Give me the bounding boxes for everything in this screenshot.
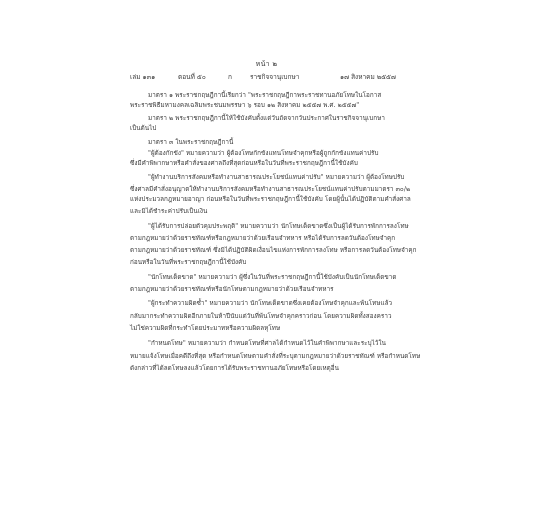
page-number: หน้า ๒	[255, 60, 278, 68]
text-line-content: "กำหนดโทษ" หมายความว่า กำหนดโทษที่ศาลได้กำหนดไว้ในคำพิพากษาและระบุไว้ใน	[148, 340, 386, 347]
text-line-content: ซึ่งศาลมีคำสั่งอนุญาตให้ทำงานบริการสังคมหรือทำงานสาธารณประโยชน์แทนค่าปรับตามมาตรา ๓๐/๒	[130, 186, 411, 193]
header-issue: ตอนที่ ๕๐	[178, 73, 206, 81]
text-line-content: "ผู้ต้องกักขัง" หมายความว่า ผู้ต้องโทษกักขังแทนโทษจำคุกหรือผู้ถูกกักขังแทนค่าปรับ	[148, 150, 379, 157]
text-line-content: เป็นต้นไป	[130, 125, 157, 132]
text-line-content: "ผู้ได้รับการปล่อยตัวคุมประพฤติ" หมายความว่า นักโทษเด็ดขาดซึ่งเป็นผู้ได้รับการพักการลงโทษ	[148, 223, 409, 230]
text-line-content: ก่อนหรือในวันที่พระราชกฤษฎีกานี้ใช้บังคับ	[130, 259, 247, 266]
text-line-content: หมายแจ้งโทษเมื่อคดีถึงที่สุด หรือกำหนดโทษตามคำสั่งที่ระบุตามกฎหมายว่าด้วยราชทัณฑ์ หรือกำหนดโทษ	[130, 353, 421, 360]
text-line-content: "ผู้ทำงานบริการสังคมหรือทำงานสาธารณประโยชน์แทนค่าปรับ" หมายความว่า ผู้ต้องโทษปรับ	[148, 174, 405, 181]
text-line-content: พระราชพิธีมหามงคลเฉลิมพระชนมพรรษา ๖ รอบ ๑๒ สิงหาคม ๒๕๕๗ พ.ศ. ๒๕๕๗"	[130, 102, 360, 109]
text-line-content: มาตรา ๓ ในพระราชกฤษฎีกานี้	[148, 139, 234, 146]
text-line-content: "นักโทษเด็ดขาด" หมายความว่า ผู้ซึ่งในวันที่พระราชกฤษฎีกานี้ใช้บังคับเป็นนักโทษเด็ดขาด	[148, 274, 397, 281]
text-line-content: ตามกฎหมายว่าด้วยราชทัณฑ์ ซึ่งมิได้ปฏิบัติผิดเงื่อนไขแห่งการพักการลงโทษ หรือการลดวันต้องโทษจำคุก	[130, 247, 417, 254]
text-line-content: แห่งประมวลกฎหมายอาญา ก่อนหรือในวันที่พระราชกฤษฎีกานี้ใช้บังคับ โดยผู้นั้นได้ปฏิบัติตามคำสั่งศาล	[130, 196, 411, 203]
text-line-content: และมิได้ชำระค่าปรับเป็นเงิน	[130, 208, 208, 215]
header-section: ก	[228, 73, 232, 81]
header-volume: เล่ม ๑๓๑	[130, 73, 156, 81]
text-line-content: ตามกฎหมายว่าด้วยราชทัณฑ์หรือนักโทษตามกฎหมายว่าด้วยเรือนจำทหาร	[130, 286, 334, 293]
header-date: ๑๗ สิงหาคม ๒๕๕๗	[340, 73, 396, 81]
header-gazette-name: ราชกิจจานุเบกษา	[250, 73, 300, 81]
text-line-content: ตามกฎหมายว่าด้วยราชทัณฑ์หรือกฎหมายว่าด้วยเรือนจำทหาร หรือได้รับการลดวันต้องโทษจำคุก	[130, 235, 396, 242]
text-line-content: กลับมากระทำความผิดอีกภายในห้าปีนับแต่วันที่พ้นโทษจำคุกคราวก่อน โดยความผิดทั้งสองคราว	[130, 313, 392, 320]
text-line-content: ไม่ใช่ความผิดที่กระทำโดยประมาทหรือความผิดลหุโทษ	[130, 325, 281, 332]
text-line-content: ดังกล่าวที่ได้ลดโทษลงแล้วโดยการได้รับพระราชทานอภัยโทษหรือโดยเหตุอื่น	[130, 365, 339, 372]
text-line-content: ซึ่งมีคำพิพากษาหรือคำสั่งของศาลถึงที่สุดก่อนหรือในวันที่พระราชกฤษฎีกานี้ใช้บังคับ	[130, 160, 358, 167]
text-line-content: มาตรา ๑ พระราชกฤษฎีกานี้เรียกว่า "พระราชกฤษฎีกาพระราชทานอภัยโทษในโอกาส	[148, 92, 382, 99]
text-line-content: มาตรา ๒ พระราชกฤษฎีกานี้ให้ใช้บังคับตั้งแต่วันถัดจากวันประกาศในราชกิจจานุเบกษา	[148, 115, 385, 122]
text-line-content: "ผู้กระทำความผิดซ้ำ" หมายความว่า นักโทษเด็ดขาดซึ่งเคยต้องโทษจำคุกและพ้นโทษแล้ว	[148, 300, 393, 307]
